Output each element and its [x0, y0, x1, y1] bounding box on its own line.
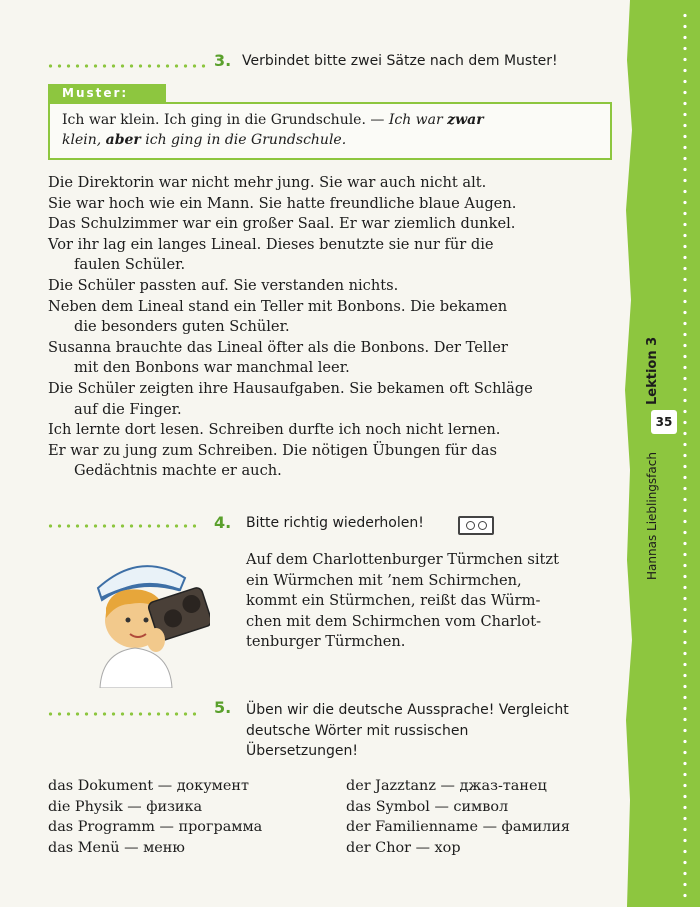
sentence-line: faulen Schüler. — [74, 256, 186, 274]
muster-answer-end: klein, aber ich ging in die Grundschule. — [62, 132, 347, 148]
ex3-sentences — [48, 173, 618, 482]
ex5-number: 5. — [214, 698, 232, 717]
muster-answer-start: Ich war zwar — [388, 112, 484, 128]
vocab-item: das Programm — программа — [48, 819, 263, 836]
vocab-item: das Dokument — документ — [48, 778, 249, 794]
torn-edge — [618, 0, 638, 907]
vocab-item: der Jazztanz — джаз-танец — [346, 778, 547, 794]
vocab-item: der Chor — хор — [346, 839, 461, 856]
sentence-line: Ich lernte dort lesen. Schreiben durfte ich noch nicht lernen. — [48, 421, 501, 439]
sentence-line: Er war zu jung zum Schreiben. Die nötigen Übungen für das — [48, 441, 497, 459]
ex3-dots — [46, 64, 206, 68]
sentence-line: Die Schüler passten auf. Sie verstanden nichts. — [48, 276, 399, 294]
vocab-item: das Menü — меню — [48, 839, 185, 856]
ex5-dots — [46, 712, 196, 716]
poem-line: tenburger Türmchen. — [246, 633, 406, 651]
sidebar-dots — [683, 10, 687, 900]
sentence-line: Gedächtnis machte er auch. — [74, 462, 282, 480]
sentence-line: Susanna brauchte das Lineal öfter als die Bonbons. Der Teller — [48, 338, 508, 356]
sentence-line: auf die Finger. — [74, 400, 182, 418]
girl-with-radio-illustration — [80, 548, 210, 688]
ex5-title-line: deutsche Wörter mit russischen — [246, 722, 469, 739]
vocab-item: die Physik — физика — [48, 798, 203, 815]
ex5-title-line: Üben wir die deutsche Aussprache! Vergleicht — [246, 702, 569, 718]
vocab-right-column — [346, 776, 570, 858]
vocab-left-column — [48, 776, 262, 858]
sentence-line: Das Schulzimmer war ein großer Saal. Er war ziemlich dunkel. — [48, 215, 516, 233]
ex5-title-line: Übersetzungen! — [246, 743, 358, 759]
vocab-item: der Familienname — фамилия — [346, 819, 570, 836]
sentence-line: Die Direktorin war nicht mehr jung. Sie war auch nicht alt. — [48, 174, 487, 191]
poem-line: kommt ein Stürmchen, reißt das Würm- — [246, 592, 541, 610]
ex4-number: 4. — [214, 513, 232, 532]
tongue-twister — [246, 550, 559, 653]
chapter-title: Hannas Lieblingsfach — [645, 452, 659, 580]
lesson-label: Lektion 3 — [645, 336, 660, 405]
ex3-number: 3. — [214, 51, 232, 70]
sentence-line: mit den Bonbons war manchmal leer. — [74, 359, 350, 377]
ex3-title: Verbindet bitte zwei Sätze nach dem Muster! — [242, 53, 558, 69]
muster-text — [62, 110, 597, 150]
sentence-line: Vor ihr lag ein langes Lineal. Dieses benutzte sie nur für die — [48, 235, 494, 253]
muster-sentence: Ich war klein. Ich ging in die Grundschule. — — [62, 112, 389, 128]
ex5-title — [246, 700, 626, 762]
vocab-item: das Symbol — символ — [346, 798, 509, 815]
sentence-line: Neben dem Lineal stand ein Teller mit Bonbons. Die bekamen — [48, 297, 508, 315]
green-sidebar — [624, 0, 700, 907]
ex4-title: Bitte richtig wiederholen! — [246, 515, 424, 531]
ex4-dots — [46, 524, 196, 528]
page-number: 35 — [651, 410, 677, 434]
sentence-line: Die Schüler zeigten ihre Hausaufgaben. Sie bekamen oft Schläge — [48, 379, 533, 397]
poem-line: ein Würmchen mit ’nem Schirmchen, — [246, 571, 522, 589]
audio-cassette-icon — [458, 516, 494, 535]
poem-line: chen mit dem Schirmchen vom Charlot- — [246, 612, 542, 630]
muster-label: Muster: — [48, 84, 166, 102]
poem-line: Auf dem Charlottenburger Türmchen sitzt — [246, 551, 559, 568]
sentence-line: die besonders guten Schüler. — [74, 318, 290, 336]
sentence-line: Sie war hoch wie ein Mann. Sie hatte freundliche blaue Augen. — [48, 194, 517, 212]
